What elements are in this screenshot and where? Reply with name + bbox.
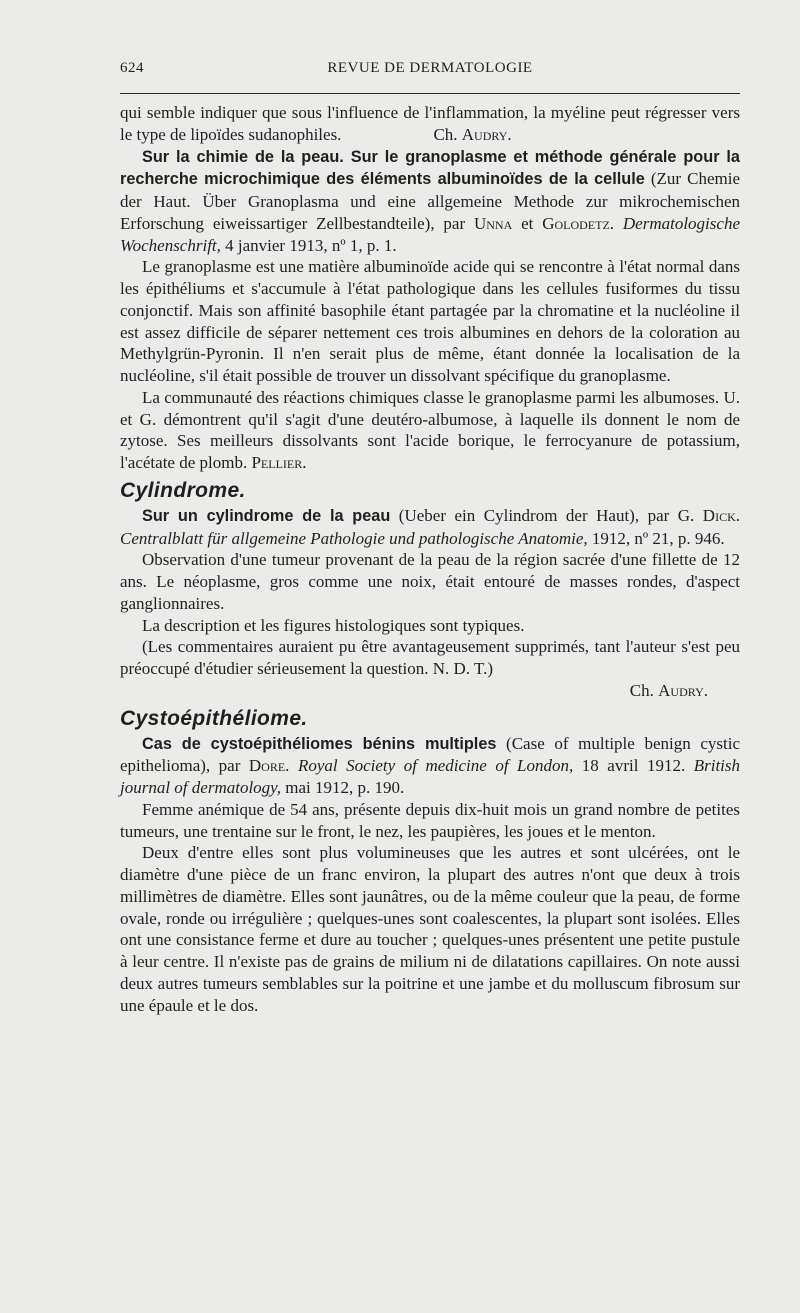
journal-centralblatt: Centralblatt für allgemeine Pathologie und pathologische Anatomie, — [120, 528, 588, 548]
section-heading-cystoepitheliome: Cystoépithéliome. — [120, 706, 308, 730]
entry-cysto-title — [120, 733, 740, 799]
author-conjunction: et — [512, 213, 543, 233]
page-body — [120, 102, 740, 1016]
signature-audry: Audry. — [658, 680, 708, 700]
cylindrome-paragraph-3: (Les commentaires auraient pu être avantageusement supprimés, tant l'auteur s'est peu préoccupé d'étudier sérieusement la question. N. D. T.) — [120, 637, 740, 678]
section-heading-cylindrome: Cylindrome. — [120, 478, 246, 502]
cysto-paragraph-2: Deux d'entre elles sont plus volumineuses que les autres et sont ulcérées, ont le diamètre d'une pièce de un franc environ, la plupart des autres n'ont que deux à trois millimètres de diamètre. Elles sont jaunâtres, ou de la même couleur que la peau, de forme ovale, ronde ou irrégulière ; quelques-unes sont coalescentes, la plupart sont isolées. Elles ont une consistance ferme et dure au toucher ; quelques-unes présentent une petite pustule à leur centre. Il n'existe pas de grains de milium ni de dilatations capillaires. On note aussi deux autres tumeurs semblables sur la poitrine et une jambe et du molluscum fibrosum sur une épaule et le dos. — [120, 843, 740, 1015]
chimie-subtitle: (Zur Chemie der Haut. Über Granoplasma und eine allgemeine Methode zur mikrochemischen Erforschung eiweissartiger Zellbestandteile), par — [120, 169, 740, 233]
chimie-reference: 4 janvier 1913, nº 1, p. 1. — [220, 235, 397, 255]
signature-prefix: Ch. — [433, 124, 458, 144]
cysto-reference-2: mai 1912, p. 190. — [281, 778, 405, 797]
author-golodetz: Golodetz. — [542, 213, 615, 233]
signature-audry: Audry. — [461, 124, 512, 144]
chimie-paragraph-2-text: La communauté des réactions chimiques classe le granoplasme parmi les albumoses. U. et G. démontrent qu'il s'agit d'une deutéro-albumose, à laquelle ils donnent le nom de zytose. Ses meilleurs dissolvants sont l'acide borique, le ferrocyanure de potassium, l'acétate de plomb. — [120, 387, 740, 472]
chimie-paragraph-2 — [120, 387, 740, 474]
entry-chimie-title — [120, 146, 740, 257]
signature-pellier: Pellier. — [251, 453, 307, 472]
continued-text: qui semble indiquer que sous l'influence de l'inflammation, la myéline peut régresser vers le type de lipoïdes sudanophiles. — [120, 103, 740, 144]
journal-british-dermatology: British journal of dermatology, — [120, 756, 741, 797]
page-number: 624 — [120, 60, 144, 76]
journal-royal-society: Royal Society of medicine of London, — [289, 756, 574, 776]
cysto-title-bold: Cas de cystoépithéliomes bénins multiples — [142, 734, 497, 753]
signature-prefix: Ch. — [629, 680, 654, 700]
author-dore: Dore. — [248, 756, 290, 776]
cysto-reference-1: 18 avril 1912. — [573, 756, 686, 776]
journal-dermatologische: Dermatologische Wochenschrift, — [120, 213, 740, 255]
continued-paragraph — [120, 102, 740, 146]
cylindrome-signature — [120, 680, 740, 702]
cylindrome-paragraph-2: La description et les figures histologiques sont typiques. — [142, 615, 525, 635]
cylindrome-title-bold: Sur un cylindrome de la peau — [142, 506, 391, 525]
running-header — [120, 60, 740, 84]
author-dick: Dick. — [702, 505, 740, 525]
chimie-paragraph-1: Le granoplasme est une matière albuminoïde acide qui se rencontre à l'état normal dans les épithéliums et s'accumule à l'état pathologique dans les cellules fusiformes du tissu conjonctif. Mais son affinité basophile étant partagée par la chromatine et la nucléoline il est assez difficile de séparer nettement ces trois albumines en dehors de la coloration au Methylgrün-Pyronin. Il n'en serait plus de même, étant donnée la localisation de la nucléoline, s'il était possible de trouver un dissolvant spécifique du granoplasme. — [120, 257, 740, 385]
header-rule — [120, 93, 740, 94]
cylindrome-paragraph-1: Observation d'une tumeur provenant de la peau de la région sacrée d'une fillette de 12 ans. Le néoplasme, gros comme une noix, était entouré de masses rondes, d'aspect ganglionnaires. — [120, 550, 740, 613]
cysto-subtitle: (Case of multiple benign cystic epithelioma), par — [120, 733, 740, 776]
author-unna: Unna — [473, 213, 513, 233]
chimie-title-bold: Sur la chimie de la peau. Sur le granoplasme et méthode générale pour la recherche microchimique des éléments albuminoïdes de la cellule — [120, 147, 740, 189]
cylindrome-subtitle: (Ueber ein Cylindrom der Haut), par G. — [390, 505, 703, 525]
cylindrome-reference: 1912, nº 21, p. 946. — [587, 528, 725, 548]
entry-cylindrome-title — [120, 505, 740, 550]
cysto-paragraph-1: Femme anémique de 54 ans, présente depuis dix-huit mois un grand nombre de petites tumeurs, une trentaine sur le front, le nez, les paupières, les joues et le menton. — [120, 799, 740, 841]
running-title: REVUE DE DERMATOLOGIE — [327, 60, 533, 76]
